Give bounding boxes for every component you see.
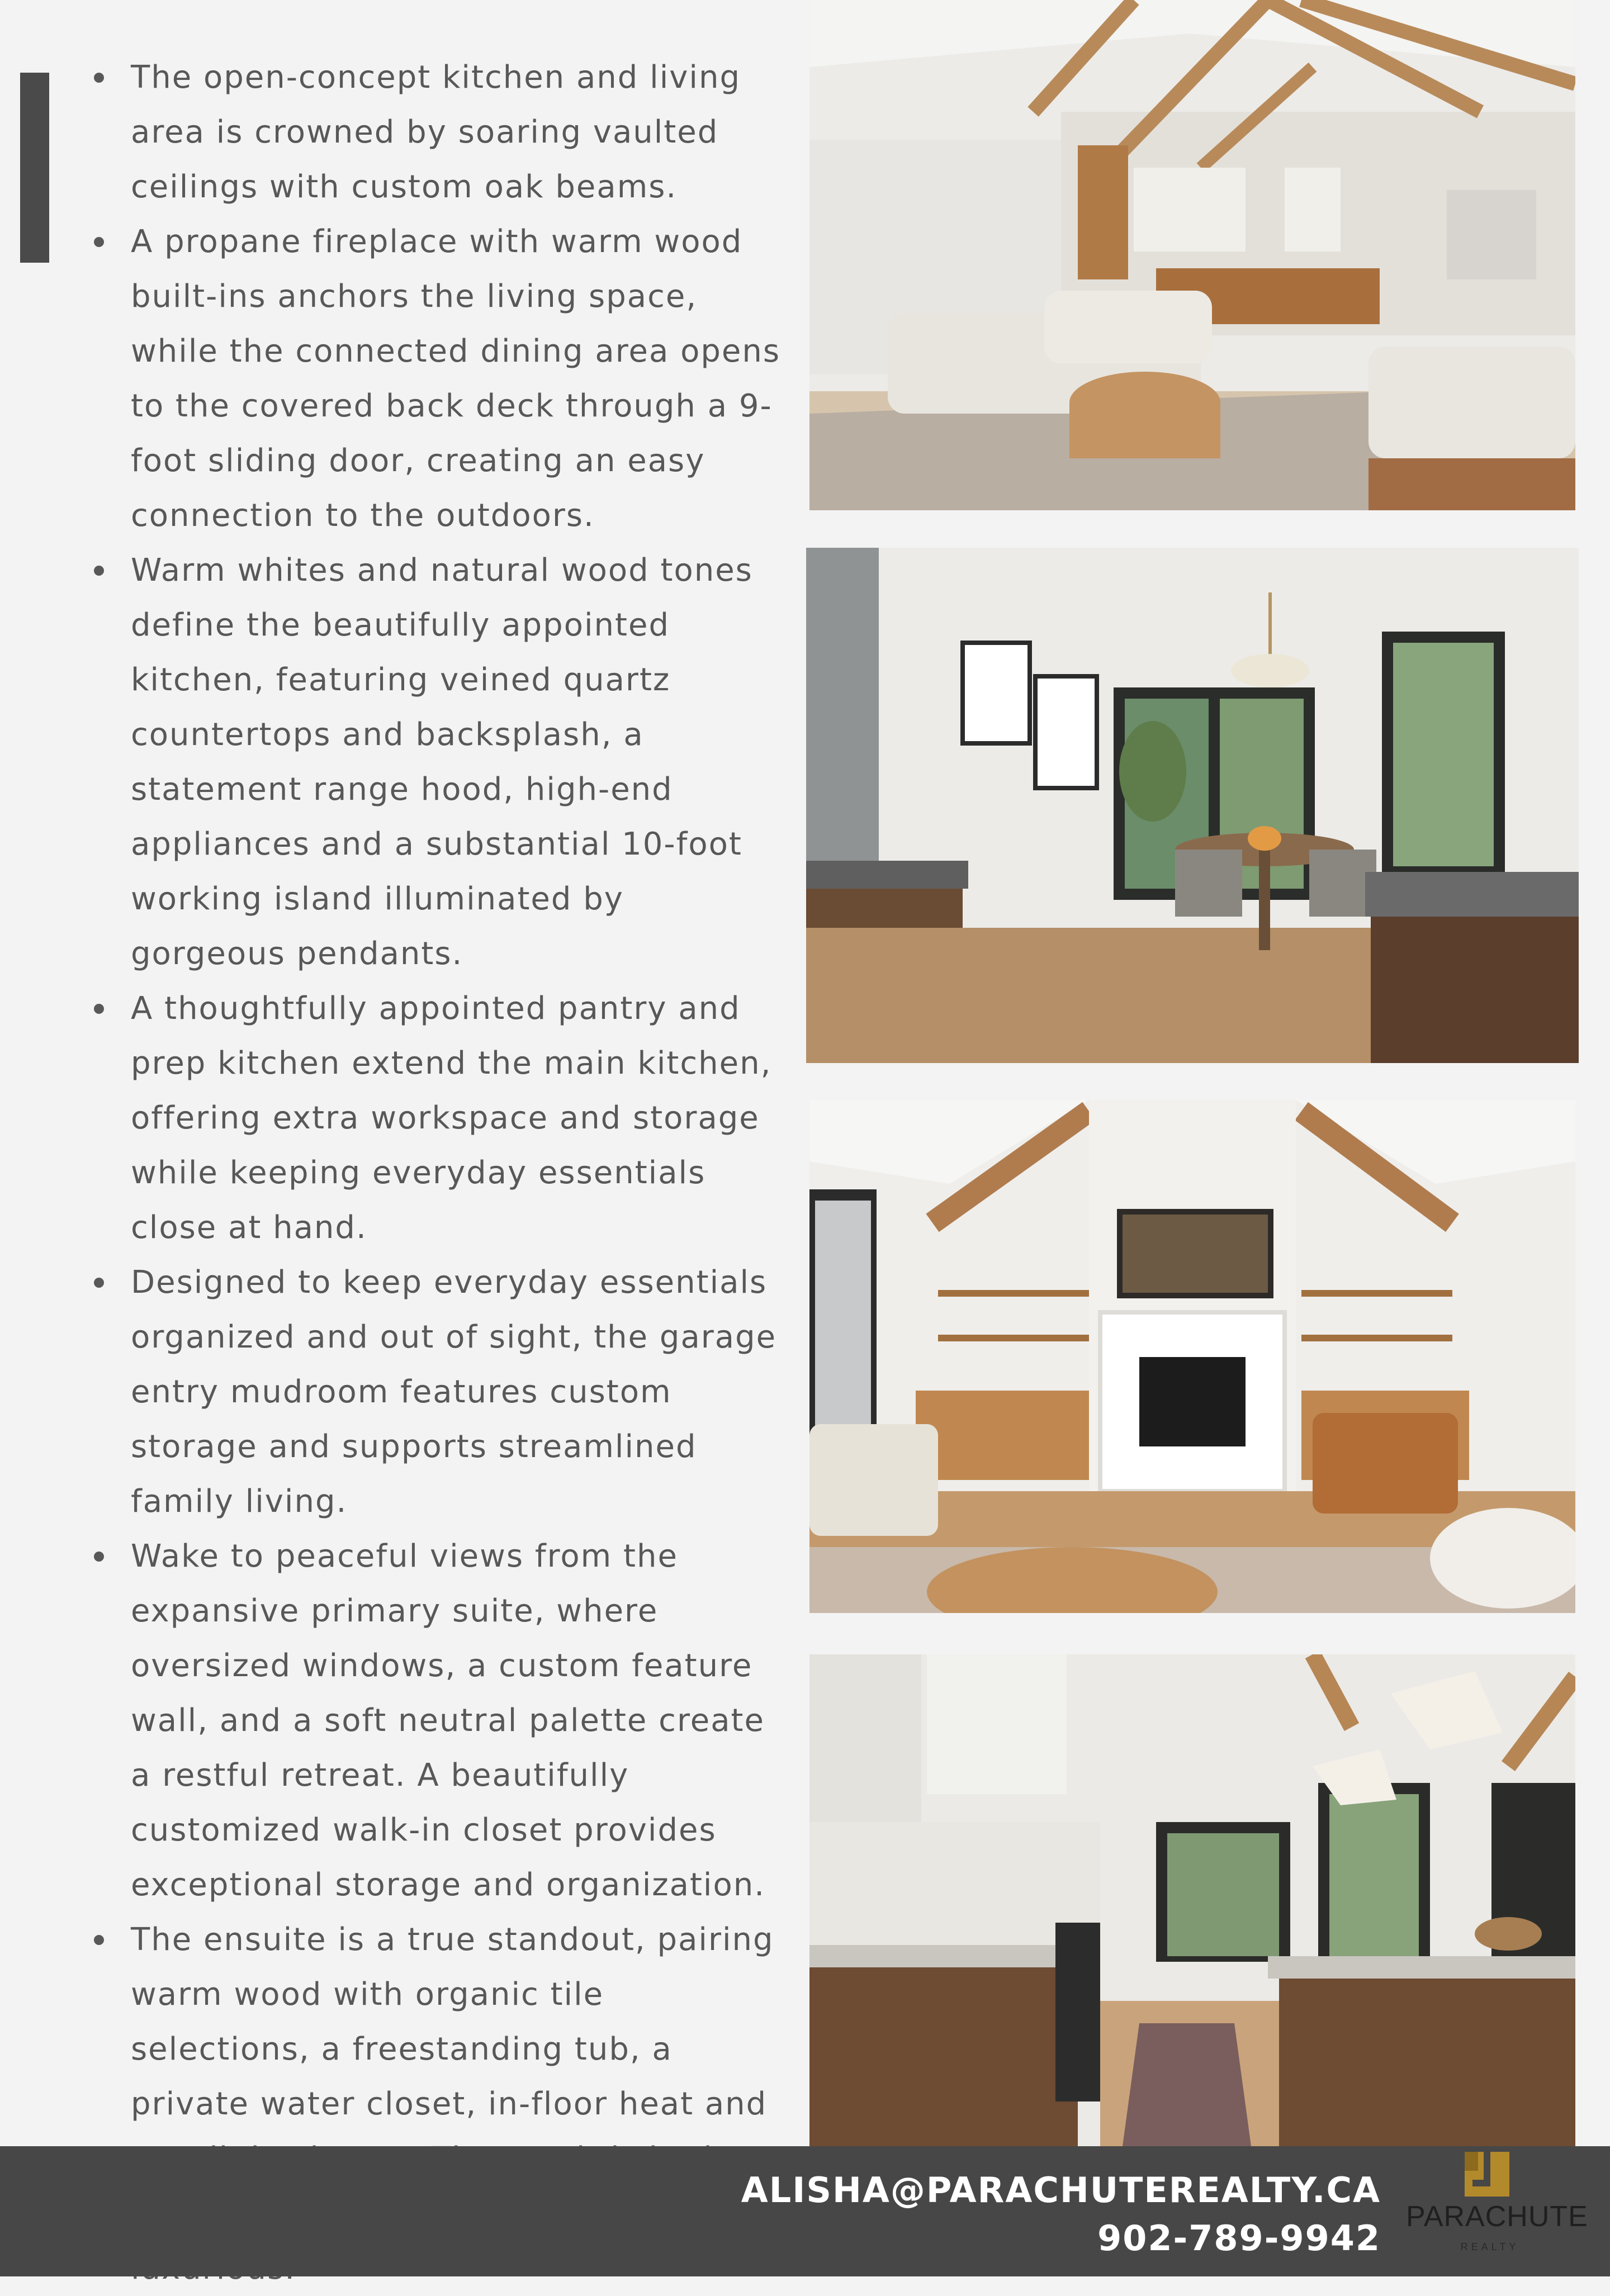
logo-name: PARACHUTE [1406, 2200, 1588, 2233]
photo-kitchen [809, 1654, 1575, 2146]
photo-dining-area [806, 548, 1579, 1063]
photo-living-room [809, 0, 1575, 510]
contact-email[interactable]: ALISHA@PARACHUTEREALTY.CA [741, 2170, 1381, 2210]
feature-item: A thoughtfully appointed pantry and prep kitchen extend the main kitchen, offering extra workspace and storage while keeping everyday essentials close at hand. [84, 981, 783, 1255]
parachute-logo-icon [1465, 2152, 1509, 2197]
parachute-logo [1406, 2146, 1588, 2276]
feature-item: Warm whites and natural wood tones define the beautifully appointed kitchen, featuring veined quartz countertops and backsplash, a statement range hood, high-end appliances and a substantial 10-foot working island illuminated by gorgeous pendants. [84, 543, 783, 981]
feature-list [84, 50, 783, 2296]
contact-phone[interactable]: 902-789-9942 [1097, 2218, 1381, 2259]
feature-item: Designed to keep everyday essentials organized and out of sight, the garage entry mudroom features custom storage and supports streamlined family living. [84, 1255, 783, 1529]
footer [0, 2146, 1610, 2276]
accent-bar [20, 73, 49, 263]
feature-item: Wake to peaceful views from the expansive primary suite, where oversized windows, a custom feature wall, and a soft neutral palette create a restful retreat. A beautifully customized walk-in closet provides exceptional storage and organization. [84, 1529, 783, 1913]
photo-fireplace [809, 1100, 1575, 1613]
logo-sub: REALTY [1460, 2241, 1519, 2252]
feature-item: A propane fireplace with warm wood built-ins anchors the living space, while the connected dining area opens to the covered back deck through a 9-foot sliding door, creating an easy connection to the outdoors. [84, 215, 783, 543]
feature-item: The ensuite is a true standout, pairing warm wood with organic tile selections, a freestanding tub, a private water closet, in-floor heat and [84, 1913, 783, 2296]
feature-item: The open-concept kitchen and living area is crowned by soaring vaulted ceilings with custom oak beams. [84, 50, 783, 215]
